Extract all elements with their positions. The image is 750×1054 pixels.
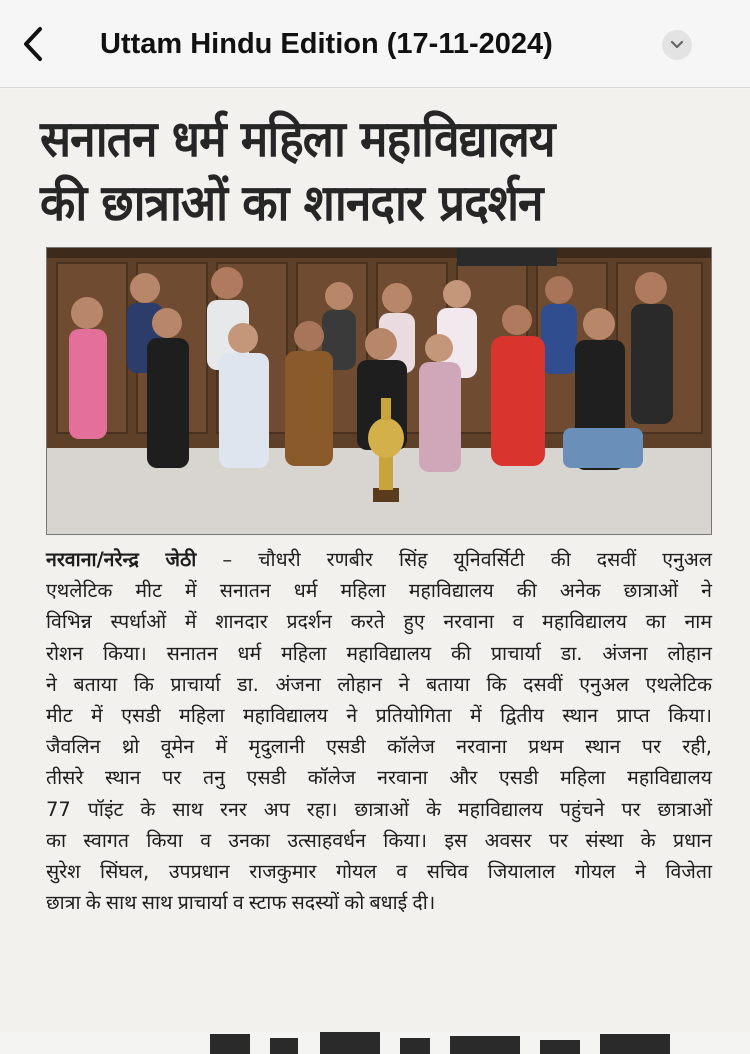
article-line: जैवलिन थ्रो वूमेन में मृदुलानी एसडी कॉलेज नरवाना प्रथम स्थान पर रही, — [46, 735, 712, 759]
edition-title: Uttam Hindu Edition (17-11-2024) — [100, 28, 553, 60]
article-body — [46, 544, 712, 918]
article-line: का स्वागत किया व उनका उत्साहवर्धन किया। इस अवसर पर संस्था के प्रधान — [46, 828, 712, 852]
byline: नरवाना/नरेन्द्र जेठी — [46, 548, 197, 571]
article-line: सुरेश सिंघल, उपप्रधान राजकुमार गोयल व सचिव जियालाल गोयल ने विजेता — [46, 860, 712, 884]
headline-line-2: की छात्राओं का शानदार प्रदर्शन — [40, 174, 543, 232]
newspaper-clipping[interactable] — [0, 89, 750, 1032]
article-line: नरवाना/नरेन्द्र जेठी – चौधरी रणबीर सिंह यूनिवर्सिटी की दसवीं एनुअल — [46, 548, 712, 571]
next-article-heading-cropped — [200, 1014, 720, 1054]
article-line: तीसरे स्थान पर तनु एसडी कॉलेज नरवाना और एसडी महिला महाविद्यालय — [46, 766, 712, 790]
chevron-left-icon — [22, 26, 44, 62]
article-headline — [40, 107, 666, 235]
headline-line-1: सनातन धर्म महिला महाविद्यालय — [40, 110, 555, 168]
article-line: 77 पॉइंट के साथ रनर अप रहा। छात्राओं के महाविद्यालय पहुंचने पर छात्राओं — [46, 797, 712, 821]
article-line: मीट में एसडी महिला महाविद्यालय ने प्रतियोगिता में द्वितीय स्थान प्राप्त किया। — [46, 704, 712, 728]
top-bar — [0, 0, 750, 88]
chevron-down-icon — [670, 40, 684, 50]
article-line: छात्रा के साथ साथ प्राचार्या व स्टाफ सदस्यों को बधाई दी। — [46, 891, 436, 915]
group-photo-illustration — [47, 248, 711, 534]
article-photo — [46, 247, 712, 535]
article-line: विभिन्न स्पर्धाओं में शानदार प्रदर्शन करते हुए नरवाना व महाविद्यालय का नाम — [46, 610, 712, 634]
article-line: ने बताया कि प्राचार्या डा. अंजना लोहान ने बताया कि दसवीं एनुअल एथलेटिक — [46, 672, 712, 696]
article-line: रोशन किया। सनातन धर्म महिला महाविद्यालय की प्राचार्या डा. अंजना लोहान — [46, 641, 712, 665]
edition-dropdown-button[interactable] — [662, 30, 692, 60]
article-line: एथलेटिक मीट में सनातन धर्म महिला महाविद्यालय की अनेक छात्राओं ने — [46, 579, 712, 603]
back-button[interactable] — [18, 24, 48, 64]
